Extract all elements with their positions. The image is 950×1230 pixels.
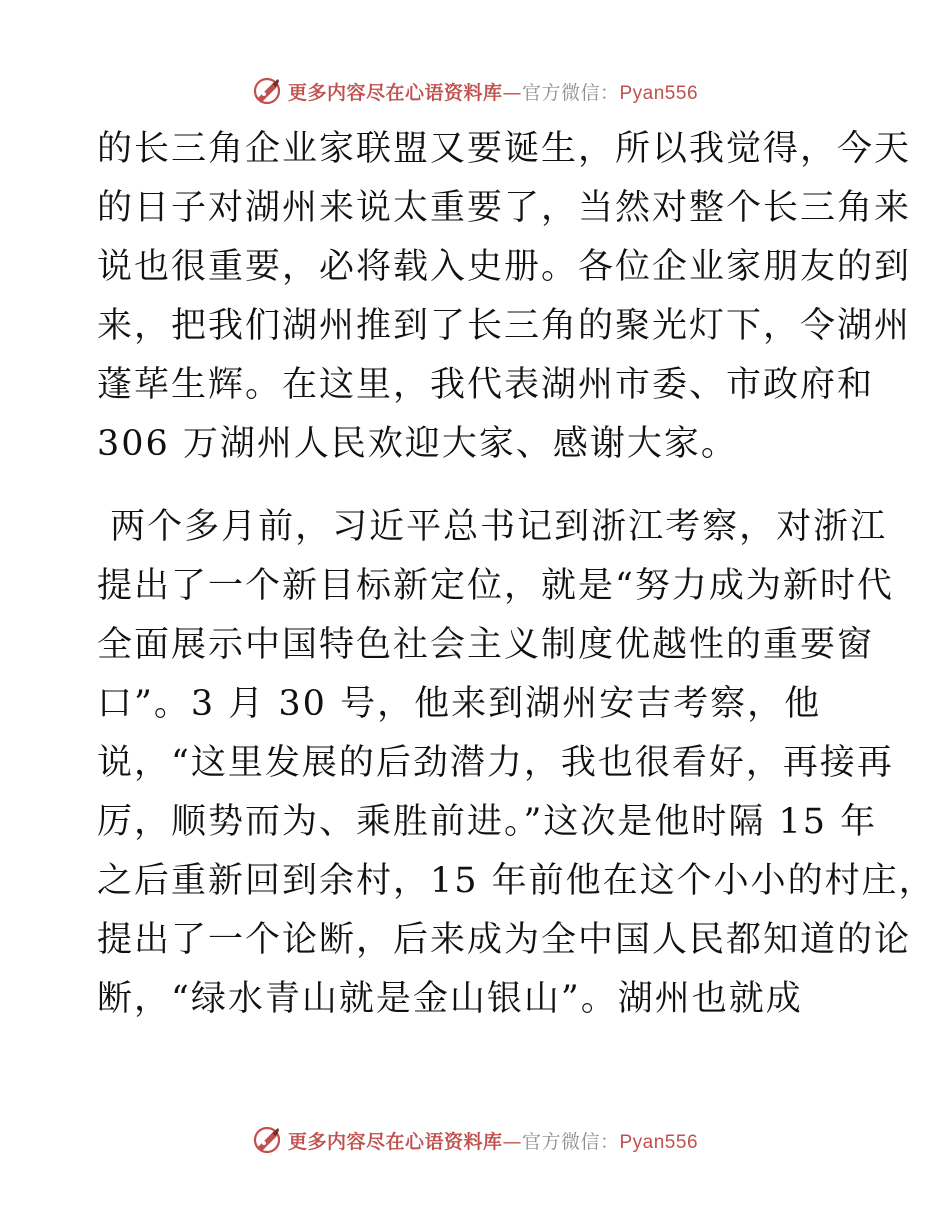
text-line: 来，把我们湖州推到了长三角的聚光灯下，令湖州	[97, 306, 912, 346]
text-line: 全面展示中国特色社会主义制度优越性的重要窗	[97, 625, 875, 665]
footer-main-text: 更多内容尽在心语资料库	[287, 1130, 503, 1153]
text-line: 断，“绿水青山就是金山银山”。湖州也就成	[97, 979, 803, 1019]
text-line: 厉，顺势而为、乘胜前进。”这次是他时隔 15 年	[97, 802, 878, 842]
header-main-text: 更多内容尽在心语资料库	[287, 81, 503, 104]
text-line: 的长三角企业家联盟又要诞生，所以我觉得，今天	[97, 129, 912, 169]
header-banner	[0, 74, 950, 108]
paragraph-1	[97, 120, 912, 474]
paragraph-gap	[97, 474, 857, 498]
red-seal-logo-icon	[252, 76, 282, 106]
header-wechat-id: Pyan556	[619, 82, 699, 104]
footer-banner-text	[288, 1127, 698, 1154]
text-line: 提出了一个新目标新定位，就是“努力成为新时代	[97, 566, 894, 606]
text-line: 306 万湖州人民欢迎大家、感谢大家。	[97, 424, 738, 464]
page-body	[97, 120, 936, 1029]
text-line: 的日子对湖州来说太重要了，当然对整个长三角来	[97, 188, 912, 228]
text-line: 说，“这里发展的后劲潜力，我也很看好，再接再	[97, 743, 894, 783]
text-line: 蓬荜生辉。在这里，我代表湖州市委、市政府和	[97, 365, 875, 405]
footer-banner	[0, 1123, 950, 1157]
text-line: 口”。3 月 30 号，他来到湖州安吉考察，他	[97, 684, 822, 724]
text-line: 两个多月前，习近平总书记到浙江考察，对浙江	[97, 507, 888, 547]
footer-official-text: 官方微信：	[521, 1130, 620, 1153]
text-line: 说也很重要，必将载入史册。各位企业家朋友的到	[97, 247, 912, 287]
header-dash: —	[502, 81, 522, 104]
header-official-text: 官方微信：	[521, 81, 620, 104]
paragraph-2	[97, 498, 936, 1029]
footer-dash: —	[502, 1130, 522, 1153]
red-seal-logo-icon	[252, 1125, 282, 1155]
text-line: 之后重新回到余村，15 年前他在这个小小的村庄，	[97, 861, 936, 901]
footer-wechat-id: Pyan556	[619, 1131, 699, 1153]
text-line: 提出了一个论断，后来成为全中国人民都知道的论	[97, 920, 912, 960]
header-banner-text	[288, 78, 698, 105]
